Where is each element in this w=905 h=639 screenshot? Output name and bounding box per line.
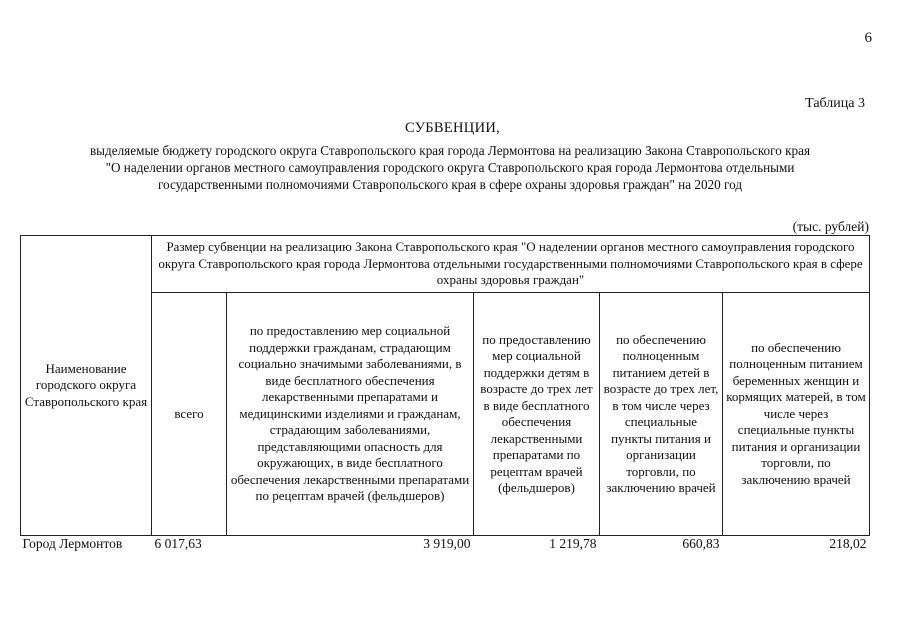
subtitle-line: выделяемые бюджету городского округа Ставропольского края города Лермонтова на реализацию Закона Ставропольского края [89,143,811,158]
col-header-mothers-nutrition: по обеспечению полноценным питанием беременных женщин и кормящих матерей, в том числе через специальные пункты питания и организации торговли, по заключению врачей [723,293,870,536]
col-header-group: Размер субвенции на реализацию Закона Ставропольского края "О наделении органов местного самоуправления городского округа Ставропольского края города Лермонтова отдельными государственными полномочиями Ставропольского края в сфере охраны здоровья граждан" [152,236,870,293]
row-name: Город Лермонтов [22,536,123,551]
document-subtitle [20,142,880,193]
cell-children-medicines: 1 219,78 [549,536,597,551]
cell-total: 6 017,63 [154,536,202,551]
col-header-children-medicines: по предоставлению мер социальной поддержки детям в возрасте до трех лет в виде бесплатного обеспечения лекарственными препаратами по рецептам врачей (фельдшеров) [474,293,600,536]
cell-mothers-nutrition: 218,02 [829,536,867,551]
subtitle-line: "О наделении органов местного самоуправления городского округа Ставропольского края города Лермонтова отдельными [105,160,795,175]
cell-children-nutrition: 660,83 [682,536,720,551]
units-label: (тыс. рублей) [792,219,869,234]
col-header-name: Наименование городского округа Ставропольского края [21,236,152,536]
table-header-row [21,236,870,293]
col-header-social-diseases: по предоставлению мер социальной поддержки гражданам, страдающим социально значимыми заболеваниями, в виде бесплатного обеспечения лекарственными препаратами и медицинскими изделиями и гражданам, страдающим заболеваниями, представляющими опасность для окружающих, в виде бесплатного обеспечения лекарственными препаратами по рецептам врачей (фельдшеров) [227,293,474,536]
table-row [21,536,870,555]
subtitle-line: государственными полномочиями Ставропольского края в сфере охраны здоровья граждан" на 2020 год [157,177,743,192]
subvention-table [20,235,870,554]
cell-social-diseases: 3 919,00 [423,536,471,551]
col-header-total: всего [152,293,227,536]
document-title: СУБВЕНЦИИ, [404,120,501,136]
col-header-children-nutrition: по обеспечению полноценным питанием детей в возрасте до трех лет, в том числе через специальные пункты питания и организации торговли, по заключению врачей [600,293,723,536]
page-number: 6 [864,30,872,46]
table-number: Таблица 3 [805,96,865,111]
